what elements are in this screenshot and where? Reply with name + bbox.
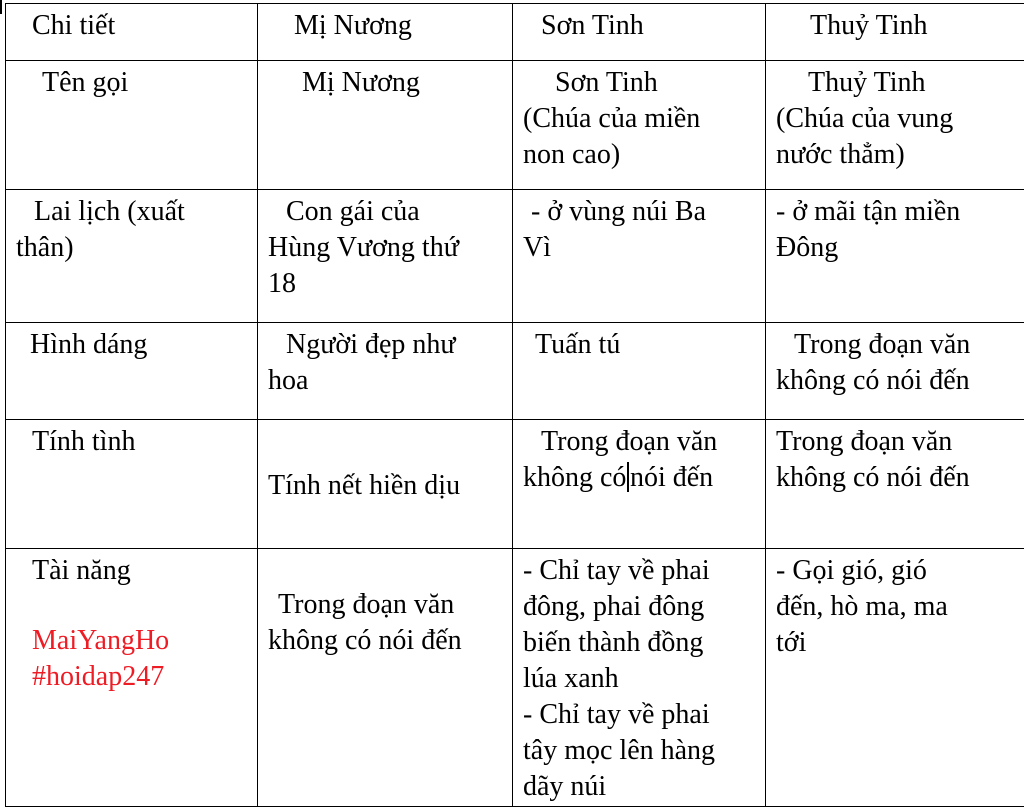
- header-son-tinh: Sơn Tinh: [513, 4, 766, 61]
- table-row-lai-lich: [6, 190, 1024, 323]
- table-row-hinh-dang: [6, 323, 1024, 420]
- cell-lai-lich-mi-nuong: Con gái của Hùng Vương thứ 18: [258, 190, 513, 323]
- cell-hinh-dang-mi-nuong: Người đẹp như hoa: [258, 323, 513, 420]
- header-thuy-tinh: Thuỷ Tinh: [766, 4, 1024, 61]
- table-row-tai-nang: [6, 549, 1024, 807]
- text-cursor: [627, 462, 629, 492]
- row-label-tinh-tinh: Tính tình: [6, 420, 258, 549]
- header-row: [6, 4, 1024, 61]
- cell-tai-nang-mi-nuong: Trong đoạn văn không có nói đến: [258, 549, 513, 807]
- cursor-line: không có nói đến: [523, 460, 755, 496]
- cell-hinh-dang-son-tinh: Tuấn tú: [513, 323, 766, 420]
- row-label-lai-lich: Lai lịch (xuất thân): [6, 190, 258, 323]
- row-label-hinh-dang: Hình dáng: [6, 323, 258, 420]
- watermark-hashtag: #hoidap247: [32, 659, 247, 695]
- page-edge-mark: [0, 0, 2, 14]
- table-row-ten-goi: [6, 61, 1024, 190]
- cell-tai-nang-son-tinh: - Chỉ tay về phai đông, phai đông biến thành đồng lúa xanh - Chỉ tay về phai tây mọc lên hàng dãy núi: [513, 549, 766, 807]
- watermark-author: MaiYangHo: [32, 623, 247, 659]
- cell-tai-nang-thuy-tinh: - Gọi gió, gió đến, hò ma, ma tới: [766, 549, 1024, 807]
- cell-tinh-tinh-mi-nuong: Tính nết hiền dịu: [258, 420, 513, 549]
- cell-ten-goi-son-tinh: Sơn Tinh (Chúa của miền non cao): [513, 61, 766, 190]
- header-mi-nuong: Mị Nương: [258, 4, 513, 61]
- cell-lai-lich-son-tinh: - ở vùng núi Ba Vì: [513, 190, 766, 323]
- header-chi-tiet: Chi tiết: [6, 4, 258, 61]
- table-row-tinh-tinh: [6, 420, 1024, 549]
- row-label-ten-goi: Tên gọi: [6, 61, 258, 190]
- cell-tinh-tinh-son-tinh: Trong đoạn văn không có nói đến: [513, 420, 766, 549]
- cell-tinh-tinh-thuy-tinh: Trong đoạn văn không có nói đến: [766, 420, 1024, 549]
- character-comparison-table: [5, 3, 1024, 807]
- cell-hinh-dang-thuy-tinh: Trong đoạn văn không có nói đến: [766, 323, 1024, 420]
- cell-ten-goi-mi-nuong: Mị Nương: [258, 61, 513, 190]
- row-label-tai-nang: Tài năng MaiYangHo #hoidap247: [6, 549, 258, 807]
- cell-lai-lich-thuy-tinh: - ở mãi tận miền Đông: [766, 190, 1024, 323]
- cell-ten-goi-thuy-tinh: Thuỷ Tinh (Chúa của vung nước thẳm): [766, 61, 1024, 190]
